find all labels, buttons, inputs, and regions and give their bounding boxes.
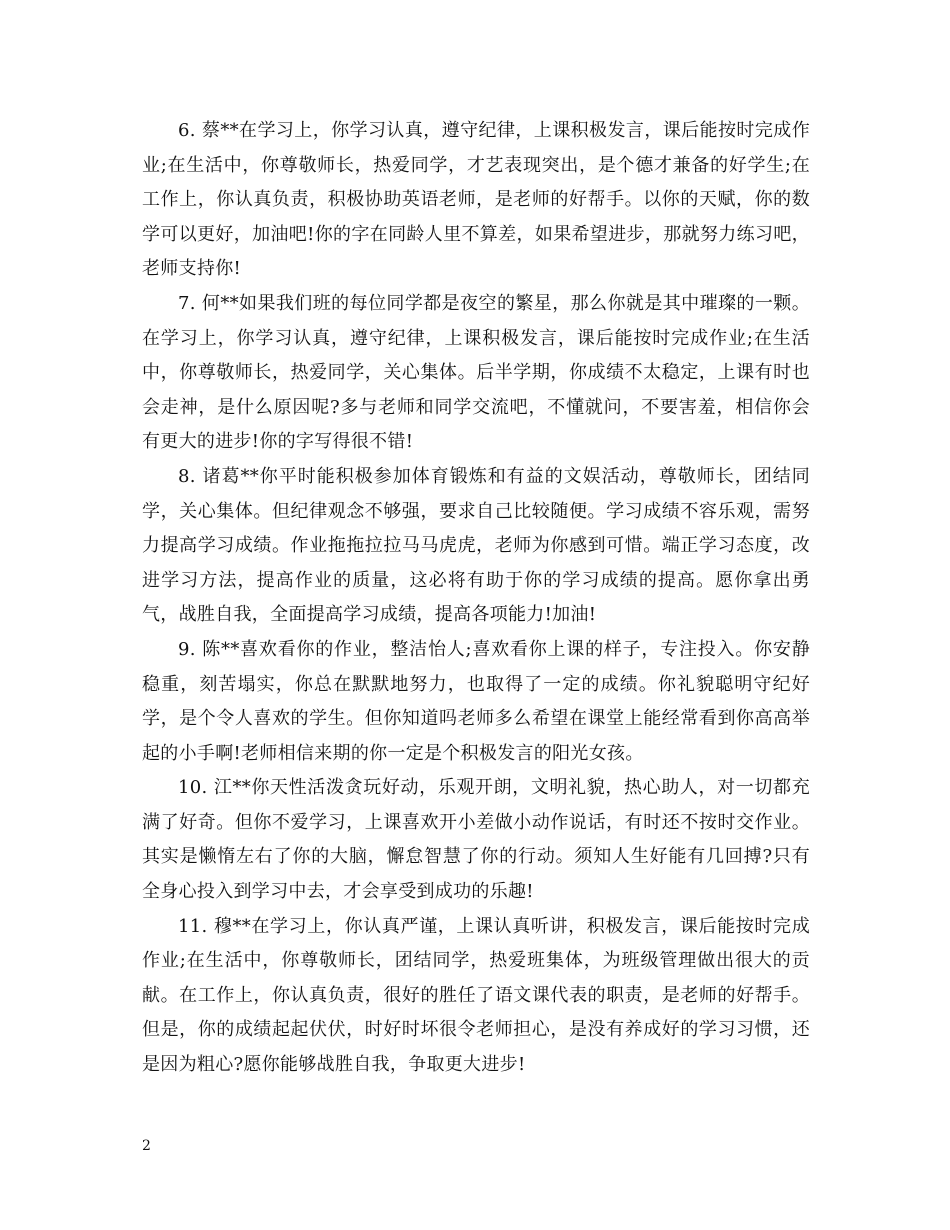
page-number: 2: [142, 1138, 151, 1154]
paragraph-number: 8.: [178, 465, 196, 487]
paragraph-8: [142, 460, 810, 633]
paragraph-text: 何**如果我们班的每位同学都是夜空的繁星，那么你就是其中璀璨的一颗。在学习上，你学习认真，遵守纪律，上课积极发言，课后能按时完成作业;在生活中，你尊敬师长，热爱同学，关心集体。后半学期，你成绩不太稳定，上课有时也会走神，是什么原因呢?多与老师和同学交流吧，不懂就问，不要害羞，相信你会有更大的进步!你的字写得很不错!: [142, 292, 810, 453]
paragraph-6: [142, 114, 810, 287]
document-body: [142, 114, 810, 1083]
paragraph-7: [142, 287, 810, 460]
paragraph-text: 诸葛**你平时能积极参加体育锻炼和有益的文娱活动，尊敬师长，团结同学，关心集体。但纪律观念不够强，要求自己比较随便。学习成绩不容乐观，需努力提高学习成绩。作业拖拖拉拉马马虎虎，老师为你感到可惜。端正学习态度，改进学习方法，提高作业的质量，这必将有助于你的学习成绩的提高。愿你拿出勇气，战胜自我，全面提高学习成绩，提高各项能力!加油!: [142, 465, 810, 626]
paragraph-text: 蔡**在学习上，你学习认真，遵守纪律，上课积极发言，课后能按时完成作业;在生活中，你尊敬师长，热爱同学，才艺表现突出，是个德才兼备的好学生;在工作上，你认真负责，积极协助英语老师，是老师的好帮手。以你的天赋，你的数学可以更好，加油吧!你的字在同龄人里不算差，如果希望进步，那就努力练习吧，老师支持你!: [142, 120, 810, 280]
paragraph-number: 6.: [178, 120, 196, 141]
paragraph-9: [142, 633, 810, 771]
paragraph-number: 7.: [178, 292, 196, 314]
paragraph-10: [142, 771, 810, 909]
paragraph-number: 11.: [178, 915, 208, 937]
paragraph-text: 江**你天性活泼贪玩好动，乐观开朗，文明礼貌，热心助人，对一切都充满了好奇。但你不爱学习，上课喜欢开小差做小动作说话，有时还不按时交作业。其实是懒惰左右了你的大脑，懈怠智慧了你的行动。须知人生好能有几回搏?只有全身心投入到学习中去，才会享受到成功的乐趣!: [142, 777, 810, 903]
paragraph-11: [142, 910, 810, 1083]
paragraph-text: 穆**在学习上，你认真严谨，上课认真听讲，积极发言，课后能按时完成作业;在生活中，你尊敬师长，团结同学，热爱班集体，为班级管理做出很大的贡献。在工作上，你认真负责，很好的胜任了语文课代表的职责，是老师的好帮手。但是，你的成绩起起伏伏，时好时坏很令老师担心，是没有养成好的学习习惯，还是因为粗心?愿你能够战胜自我，争取更大进步!: [142, 915, 810, 1076]
paragraph-number: 9.: [178, 638, 196, 660]
paragraph-number: 10.: [178, 777, 208, 799]
paragraph-text: 陈**喜欢看你的作业，整洁怡人;喜欢看你上课的样子，专注投入。你安静稳重，刻苦塌实，你总在默默地努力，也取得了一定的成绩。你礼貌聪明守纪好学，是个令人喜欢的学生。但你知道吗老师多么希望在课堂上能经常看到你高高举起的小手啊!老师相信来期的你一定是个积极发言的阳光女孩。: [142, 638, 810, 764]
